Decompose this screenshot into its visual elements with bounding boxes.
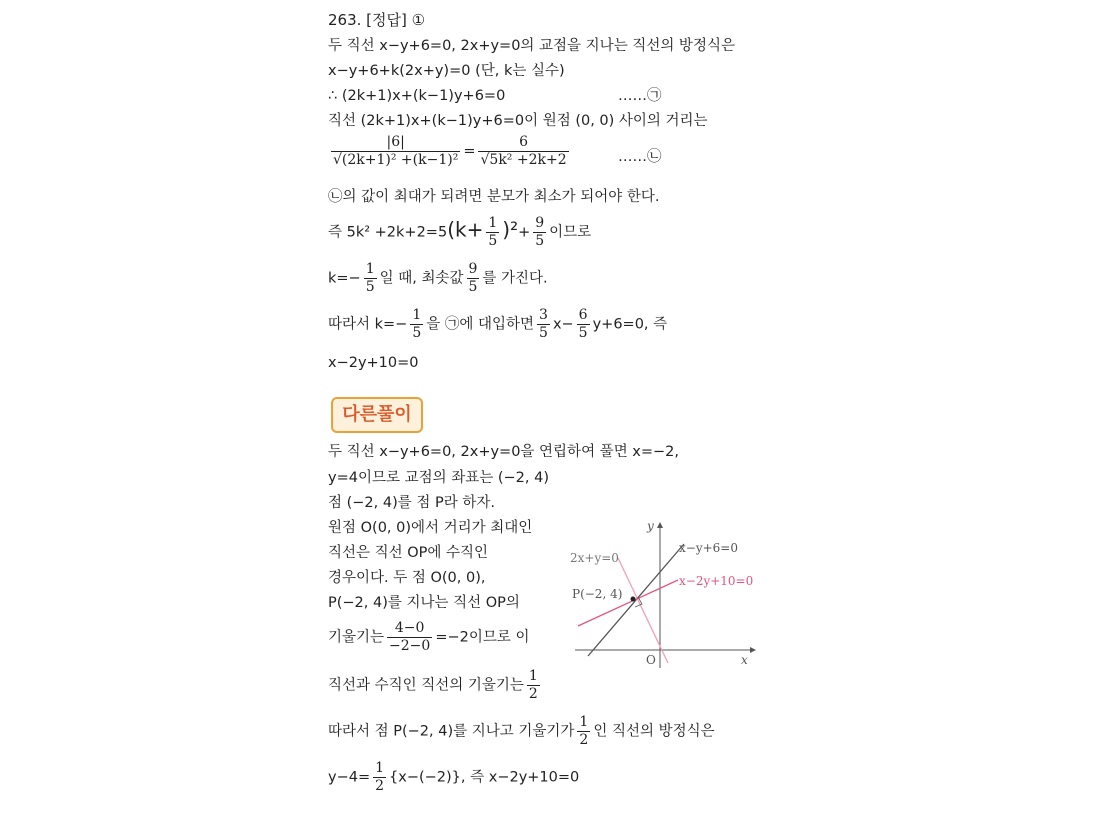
line-7: 즉 5k² +2k+2=5(k+ $\frac{1}{5}$ )²+ $\frac{9}{5}$ 이므로 xyxy=(328,215,592,249)
marker-1: ……㉠ xyxy=(618,88,662,104)
fraction-4: $\frac{9}{5}$ xyxy=(535,215,545,249)
point-p xyxy=(631,597,636,602)
alt-solution-badge: 다른풀이 xyxy=(331,397,423,433)
alt-line-10: 따라서 점 P(−2, 4)를 지나고 기울기가 $\frac{1}{2}$ 인 직선의 방정식은 xyxy=(328,714,715,748)
y-axis-arrow xyxy=(657,522,663,528)
y-axis-label: y xyxy=(647,519,654,533)
x-axis-arrow xyxy=(750,647,756,653)
line-2: x−y+6+k(2x+y)=0 (단, k는 실수) xyxy=(328,63,565,79)
label-x-minus-2y-plus-10: x−2y+10=0 xyxy=(679,574,754,588)
fraction-half-3: $\frac{1}{2}$ xyxy=(375,760,385,794)
line-10: x−2y+10=0 xyxy=(328,355,419,371)
fraction-9: $\frac{6}{5}$ xyxy=(578,307,588,341)
fraction-2: $\frac{6}{\text{√5k² +2k+2}}$ xyxy=(480,134,567,168)
line-graph xyxy=(560,518,775,673)
distance-formula: $\frac{|6|}{\text{√(2k+1)² +(k−1)²}}$ = $\frac{6}{\text{√5k² +2k+2}}$ xyxy=(333,134,567,168)
fraction-7: $\frac{1}{5}$ xyxy=(412,307,422,341)
label-x-minus-y-plus-6: x−y+6=0 xyxy=(679,541,738,555)
line-8: k=− $\frac{1}{5}$ 일 때, 최솟값 $\frac{9}{5}$ 를 가진다. xyxy=(328,261,548,295)
alt-line-7: P(−2, 4)를 지나는 직선 OP의 xyxy=(328,595,520,611)
alt-line-8: 기울기는 $\frac{4-0}{-2-0}$ =−2이므로 이 xyxy=(328,620,530,654)
line-3: ∴ (2k+1)x+(k−1)y+6=0 xyxy=(328,88,506,104)
fraction-1: $\frac{|6|}{\text{√(2k+1)² +(k−1)²}}$ xyxy=(333,134,459,168)
problem-header: 263. [정답] ① xyxy=(328,11,426,29)
line-4: 직선 (2k+1)x+(k−1)y+6=0이 원점 (0, 0) 사이의 거리는 xyxy=(328,113,708,129)
fraction-8: $\frac{3}{5}$ xyxy=(539,307,548,341)
fraction-half-1: $\frac{1}{2}$ xyxy=(528,668,538,702)
line-9: 따라서 k=− $\frac{1}{5}$ 을 ㉠에 대입하면 $\frac{3}{5}$ x− $\frac{6}{5}$ y+6=0, 즉 xyxy=(328,307,668,341)
line-1: 두 직선 x−y+6=0, 2x+y=0의 교점을 지나는 직선의 방정식은 xyxy=(328,38,735,54)
fraction-5: $\frac{1}{5}$ xyxy=(365,261,375,295)
fraction-3: $\frac{1}{5}$ xyxy=(488,215,498,249)
alt-line-2: y=4이므로 교점의 좌표는 (−2, 4) xyxy=(328,470,549,486)
x-axis-label: x xyxy=(741,653,748,667)
label-point-p: P(−2, 4) xyxy=(572,587,623,601)
alt-line-9: 직선과 수직인 직선의 기울기는 $\frac{1}{2}$ xyxy=(328,668,538,702)
label-2x-plus-y: 2x+y=0 xyxy=(570,551,619,565)
alt-line-4: 원점 O(0, 0)에서 거리가 최대인 xyxy=(328,520,533,536)
origin-label: O xyxy=(646,653,656,667)
alt-line-5: 직선은 직선 OP에 수직인 xyxy=(328,545,489,561)
marker-2: ……㉡ xyxy=(618,149,662,165)
fraction-half-2: $\frac{1}{2}$ xyxy=(579,714,589,748)
alt-line-1: 두 직선 x−y+6=0, 2x+y=0을 연립하여 풀면 x=−2, xyxy=(328,444,680,460)
alt-line-3: 점 (−2, 4)를 점 P라 하자. xyxy=(328,495,495,511)
alt-line-11: y−4= $\frac{1}{2}$ {x−(−2)}, 즉 x−2y+10=0 xyxy=(328,760,580,794)
line-6: ㉡의 값이 최대가 되려면 분모가 최소가 되어야 한다. xyxy=(328,189,660,205)
fraction-slope: $\frac{4-0}{-2-0}$ xyxy=(389,620,431,654)
alt-line-6: 경우이다. 두 점 O(0, 0), xyxy=(328,570,486,586)
fraction-6: $\frac{9}{5}$ xyxy=(468,261,478,295)
